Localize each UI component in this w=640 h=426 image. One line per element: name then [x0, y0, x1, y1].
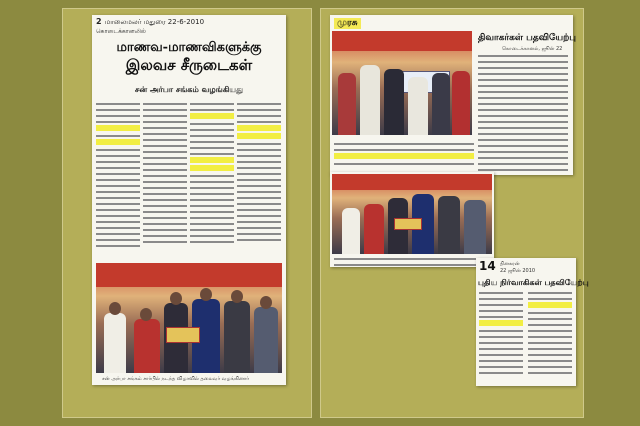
dateline-text: மாலைமலர் மதுரை 22-6-2010 [104, 18, 205, 26]
headline: திவாகர்கள் பதவியேற்பு [478, 33, 576, 43]
photo-caption: சன் அர்பா சங்கம் சார்பில் நடந்த விழாவில் தலைவர் வழங்கினார் [102, 376, 250, 382]
person-figure [342, 208, 360, 254]
person-figure [452, 71, 470, 135]
photo-caption-lines [334, 139, 474, 171]
stage-banner [332, 31, 472, 51]
headline-line-2: இலவச சீருடைகள் [125, 55, 253, 74]
person-head [170, 292, 182, 305]
person-figure [438, 196, 460, 254]
person-head [109, 302, 121, 315]
page-number: 14 [479, 259, 496, 273]
event-photo [96, 263, 282, 373]
text-column-4 [237, 99, 281, 259]
article-text [478, 51, 568, 171]
uniform-distribution-photo [332, 174, 492, 254]
page-number: 2 [96, 17, 102, 26]
paper-name: தினகரன் [500, 261, 520, 267]
person-figure [360, 65, 380, 135]
text-column-2 [528, 288, 572, 382]
text-column-1 [96, 99, 140, 259]
city-label: கொடைக்கானலில் [96, 28, 146, 35]
person-figure [134, 319, 160, 373]
stage-banner [96, 263, 282, 287]
stage-banner [332, 174, 492, 190]
gift-package [166, 327, 200, 343]
dateline: 22 ஜூன் 2010 [500, 268, 536, 274]
person-figure [464, 200, 486, 254]
person-figure [338, 73, 356, 135]
person-figure [384, 69, 404, 135]
person-figure [364, 204, 384, 254]
person-head [200, 288, 212, 301]
clipping-dateline [96, 17, 204, 27]
text-column-2 [143, 99, 187, 259]
person-figure [408, 77, 428, 135]
cheque-presentation-photo [332, 31, 472, 135]
dateline: கொடைக்கானல், ஜூன் 22 [502, 46, 563, 52]
masthead: முரசு [334, 18, 361, 29]
person-figure [224, 301, 250, 373]
headline [96, 41, 282, 73]
photo-caption-lines [334, 254, 490, 266]
newspaper-clipping-right-top [330, 15, 576, 175]
person-figure [254, 307, 278, 373]
newspaper-clipping-right-middle [330, 172, 494, 267]
newspaper-clipping-left [92, 15, 286, 385]
headline-line-1: மாணவ-மாணவிகளுக்கு [116, 40, 262, 55]
text-column-3 [190, 99, 234, 259]
newspaper-clipping-right-bottom [476, 258, 589, 386]
subheadline: சன் அர்பா சங்கம் வழங்கியது [134, 85, 244, 94]
person-head [260, 296, 272, 309]
gift-package [394, 218, 422, 230]
person-figure [104, 313, 126, 373]
person-head [140, 308, 152, 321]
person-figure [432, 73, 450, 135]
text-column-1 [479, 288, 523, 382]
person-head [231, 290, 243, 303]
headline: புதிய நிர்வாகிகள் பதவியேற்பு [478, 277, 589, 287]
